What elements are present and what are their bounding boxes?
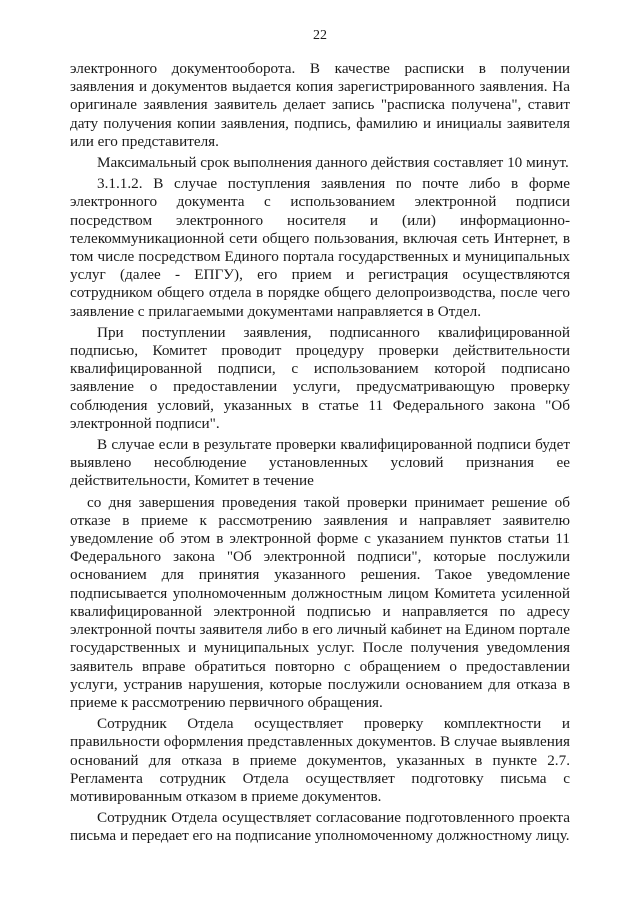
document-page <box>70 28 570 846</box>
paragraph-signature-check: При поступлении заявления, подписанного квалифицированной подписью, Комитет проводит процедуру проверки действительности квалифицированной подписи, с использованием которой подписано заявление о предоставлении услуги, предусматривающую проверку соблюдения условий, указанных в статье 11 Федерального закона "Об электронной подписи". <box>70 323 570 432</box>
paragraph-completeness-check: Сотрудник Отдела осуществляет проверку комплектности и правильности оформления представленных документов. В случае выявления оснований для отказа в приеме документов, указанных в пункте 2.7. Регламента сотрудник Отдела осуществляет подготовку письма с мотивированным отказом в приеме документов. <box>70 715 570 805</box>
paragraph-max-time: Максимальный срок выполнения данного действия составляет 10 минут. <box>97 154 569 172</box>
paragraph-refusal-notice: со дня завершения проведения такой проверки принимает решение об отказе в приеме к рассмотрению заявления и направляет заявителю уведомление об этом в электронной форме с указанием пунктов статьи 11 Федерального закона "Об электронной подписи", которые послужили основанием для принятия указанного решения. Такое уведомление подписывается уполномоченным должностным лицом Комитета усиленной квалифицированной электронной подписью и направляется по адресу электронной почты заявителя либо в его личный кабинет на Едином портале государственных и муниципальных услуг. После получения уведомления заявитель вправе обратиться повторно с обращением о предоставлении услуги, устранив нарушения, которые послужили основанием для отказа в приеме к рассмотрению первичного обращения. <box>70 493 570 711</box>
paragraph-3-1-1-2: 3.1.1.2. В случае поступления заявления по почте либо в форме электронного документа с использованием электронной подписи посредством электронного носителя и (или) информационно-телекоммуникационной сети общего пользования, включая сеть Интернет, в том числе посредством Единого портала государственных и муниципальных услуг (далее - ЕПГУ), его прием и регистрация осуществляются сотрудником общего отдела в порядке общего делопроизводства, после чего заявление с прилагаемыми документами направляется в Отдел. <box>70 175 570 320</box>
paragraph-approval: Сотрудник Отдела осуществляет согласование подготовленного проекта письма и передает его на подписание уполномоченному должностному лицу. <box>70 809 570 845</box>
paragraph-invalid-signature: В случае если в результате проверки квалифицированной подписи будет выявлено несоблюдение установленных условий признания ее действительности, Комитет в течение <box>70 436 570 490</box>
page-number: 22 <box>313 28 327 43</box>
paragraph-receipt: электронного документооборота. В качестве расписки в получении заявления и документов выдается копия зарегистрированного заявления. На оригинале заявления заявитель делает запись "расписка получена", ставит дату получения копии заявления, подпись, фамилию и инициалы заявителя или его представителя. <box>70 60 570 150</box>
